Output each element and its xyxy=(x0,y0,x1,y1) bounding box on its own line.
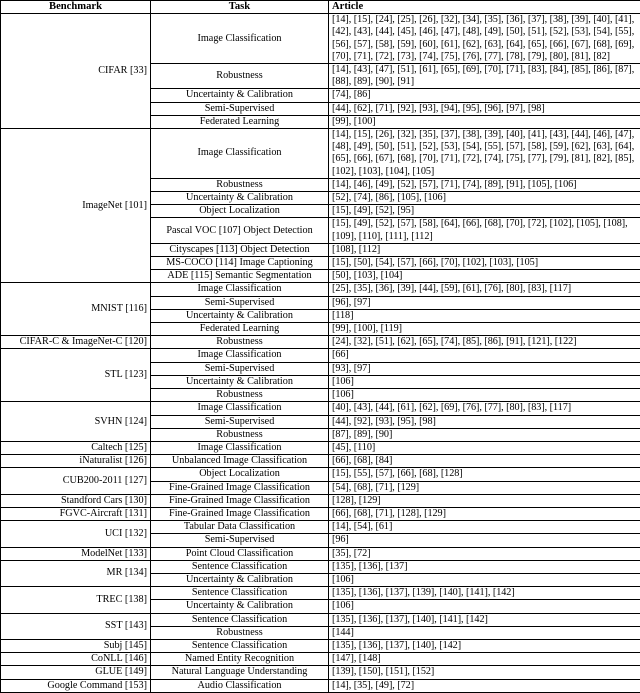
header-benchmark: Benchmark xyxy=(1,1,151,14)
benchmark-cell: MR [134] xyxy=(1,560,151,586)
benchmark-cell: ModelNet [133] xyxy=(1,547,151,560)
article-cell: [14], [15], [26], [32], [35], [37], [38], [39], [40], [41], [43], [44], [46], [47], [48], [49], [50], [51], [52], [53], [54], [55], [57], [58], [59], [62], [63], [64], [65], [66], [67], [68], [70], [71], [72], [74], [75], [77], [79], [81], [82], [85], [102], [103], [104], [105] xyxy=(329,129,640,179)
article-cell: [135], [136], [137], [139], [140], [141], [142] xyxy=(329,587,640,600)
article-cell: [24], [32], [51], [62], [65], [74], [85], [86], [91], [121], [122] xyxy=(329,336,640,349)
task-cell: Object Localization xyxy=(151,205,329,218)
article-cell: [139], [150], [151], [152] xyxy=(329,666,640,679)
benchmark-cell: STL [123] xyxy=(1,349,151,402)
article-cell: [45], [110] xyxy=(329,441,640,454)
table-row xyxy=(1,639,640,652)
task-cell: Image Classification xyxy=(151,441,329,454)
task-cell: Named Entity Recognition xyxy=(151,653,329,666)
article-cell: [135], [136], [137] xyxy=(329,560,640,573)
task-cell: Semi-Supervised xyxy=(151,534,329,547)
article-cell: [106] xyxy=(329,389,640,402)
task-cell: Image Classification xyxy=(151,14,329,64)
task-cell: Robustness xyxy=(151,178,329,191)
task-cell: Robustness xyxy=(151,336,329,349)
article-cell: [54], [68], [71], [129] xyxy=(329,481,640,494)
benchmark-cell: ImageNet [101] xyxy=(1,129,151,283)
table-row xyxy=(1,613,640,626)
table-row xyxy=(1,455,640,468)
task-cell: Object Localization xyxy=(151,468,329,481)
table-row xyxy=(1,129,640,179)
article-cell: [25], [35], [36], [39], [44], [59], [61], [76], [80], [83], [117] xyxy=(329,283,640,296)
table-row xyxy=(1,679,640,692)
task-cell: Sentence Classification xyxy=(151,587,329,600)
benchmark-cell: SST [143] xyxy=(1,613,151,639)
article-cell: [14], [46], [49], [52], [57], [71], [74], [89], [91], [105], [106] xyxy=(329,178,640,191)
benchmark-cell: MNIST [116] xyxy=(1,283,151,336)
task-cell: Semi-Supervised xyxy=(151,415,329,428)
article-cell: [15], [49], [52], [95] xyxy=(329,205,640,218)
article-cell: [87], [89], [90] xyxy=(329,428,640,441)
task-cell: Fine-Grained Image Classification xyxy=(151,494,329,507)
task-cell: Fine-Grained Image Classification xyxy=(151,507,329,520)
benchmark-cell: Caltech [125] xyxy=(1,441,151,454)
task-cell: Image Classification xyxy=(151,349,329,362)
table-row xyxy=(1,653,640,666)
task-cell: ADE [115] Semantic Segmentation xyxy=(151,270,329,283)
article-cell: [14], [43], [47], [51], [61], [65], [69], [70], [71], [83], [84], [85], [86], [87], [88], [89], [90], [91] xyxy=(329,64,640,89)
task-cell: Uncertainty & Calibration xyxy=(151,192,329,205)
benchmark-cell: GLUE [149] xyxy=(1,666,151,679)
task-cell: Robustness xyxy=(151,626,329,639)
article-cell: [66], [68], [71], [128], [129] xyxy=(329,507,640,520)
header-task: Task xyxy=(151,1,329,14)
article-cell: [14], [35], [49], [72] xyxy=(329,679,640,692)
article-cell: [40], [43], [44], [61], [62], [69], [76], [77], [80], [83], [117] xyxy=(329,402,640,415)
article-cell: [50], [103], [104] xyxy=(329,270,640,283)
article-cell: [44], [62], [71], [92], [93], [94], [95], [96], [97], [98] xyxy=(329,102,640,115)
task-cell: Robustness xyxy=(151,64,329,89)
article-cell: [106] xyxy=(329,600,640,613)
table-row xyxy=(1,560,640,573)
task-cell: Federated Learning xyxy=(151,323,329,336)
benchmark-cell: iNaturalist [126] xyxy=(1,455,151,468)
benchmark-cell: TREC [138] xyxy=(1,587,151,613)
article-cell: [99], [100], [119] xyxy=(329,323,640,336)
task-cell: Image Classification xyxy=(151,402,329,415)
task-cell: Image Classification xyxy=(151,283,329,296)
article-cell: [144] xyxy=(329,626,640,639)
article-cell: [96], [97] xyxy=(329,296,640,309)
table-row xyxy=(1,14,640,64)
benchmark-cell: Standford Cars [130] xyxy=(1,494,151,507)
benchmark-cell: Google Command [153] xyxy=(1,679,151,692)
article-cell: [106] xyxy=(329,375,640,388)
task-cell: Robustness xyxy=(151,428,329,441)
article-cell: [66], [68], [84] xyxy=(329,455,640,468)
article-cell: [14], [54], [61] xyxy=(329,521,640,534)
task-cell: Audio Classification xyxy=(151,679,329,692)
article-cell: [14], [15], [24], [25], [26], [32], [34], [35], [36], [37], [38], [39], [40], [41], [42], [43], [44], [45], [46], [47], [48], [49], [50], [51], [52], [53], [54], [55], [56], [57], [58], [59], [60], [61], [62], [63], [64], [65], [66], [67], [68], [69], [70], [71], [72], [73], [74], [75], [76], [77], [78], [79], [80], [81], [82] xyxy=(329,14,640,64)
article-cell: [74], [86] xyxy=(329,89,640,102)
header-row xyxy=(1,1,640,14)
task-cell: Point Cloud Classification xyxy=(151,547,329,560)
task-cell: Sentence Classification xyxy=(151,560,329,573)
article-cell: [128], [129] xyxy=(329,494,640,507)
task-cell: Unbalanced Image Classification xyxy=(151,455,329,468)
task-cell: Fine-Grained Image Classification xyxy=(151,481,329,494)
article-cell: [135], [136], [137], [140], [142] xyxy=(329,639,640,652)
article-cell: [93], [97] xyxy=(329,362,640,375)
task-cell: Natural Language Understanding xyxy=(151,666,329,679)
article-cell: [108], [112] xyxy=(329,243,640,256)
task-cell: Semi-Supervised xyxy=(151,102,329,115)
task-cell: Semi-Supervised xyxy=(151,296,329,309)
table-row xyxy=(1,441,640,454)
benchmark-cell: CIFAR [33] xyxy=(1,14,151,129)
table-body xyxy=(1,14,640,693)
table-row xyxy=(1,349,640,362)
benchmark-cell: UCI [132] xyxy=(1,521,151,547)
task-cell: Robustness xyxy=(151,389,329,402)
table-row xyxy=(1,666,640,679)
article-cell: [147], [148] xyxy=(329,653,640,666)
task-cell: Uncertainty & Calibration xyxy=(151,309,329,322)
benchmark-cell: CIFAR-C & ImageNet-C [120] xyxy=(1,336,151,349)
task-cell: Cityscapes [113] Object Detection xyxy=(151,243,329,256)
task-cell: MS-COCO [114] Image Captioning xyxy=(151,257,329,270)
benchmark-cell: SVHN [124] xyxy=(1,402,151,442)
article-cell: [106] xyxy=(329,573,640,586)
table-row xyxy=(1,507,640,520)
header-article: Article xyxy=(329,1,640,14)
task-cell: Uncertainty & Calibration xyxy=(151,573,329,586)
article-cell: [52], [74], [86], [105], [106] xyxy=(329,192,640,205)
table-row xyxy=(1,283,640,296)
table-row xyxy=(1,468,640,481)
benchmark-cell: FGVC-Aircraft [131] xyxy=(1,507,151,520)
article-cell: [15], [49], [52], [57], [58], [64], [66], [68], [70], [72], [102], [105], [108], [109], [110], [111], [112] xyxy=(329,218,640,243)
task-cell: Uncertainty & Calibration xyxy=(151,89,329,102)
article-cell: [15], [55], [57], [66], [68], [128] xyxy=(329,468,640,481)
table-row xyxy=(1,336,640,349)
article-cell: [66] xyxy=(329,349,640,362)
article-cell: [118] xyxy=(329,309,640,322)
task-cell: Federated Learning xyxy=(151,115,329,128)
task-cell: Tabular Data Classification xyxy=(151,521,329,534)
article-cell: [99], [100] xyxy=(329,115,640,128)
article-cell: [35], [72] xyxy=(329,547,640,560)
task-cell: Uncertainty & Calibration xyxy=(151,375,329,388)
article-cell: [44], [92], [93], [95], [98] xyxy=(329,415,640,428)
table-row xyxy=(1,521,640,534)
table-row xyxy=(1,587,640,600)
task-cell: Sentence Classification xyxy=(151,613,329,626)
benchmark-cell: CoNLL [146] xyxy=(1,653,151,666)
table-row xyxy=(1,402,640,415)
task-cell: Uncertainty & Calibration xyxy=(151,600,329,613)
task-cell: Image Classification xyxy=(151,129,329,179)
article-cell: [96] xyxy=(329,534,640,547)
task-cell: Sentence Classification xyxy=(151,639,329,652)
task-cell: Semi-Supervised xyxy=(151,362,329,375)
benchmark-cell: CUB200-2011 [127] xyxy=(1,468,151,494)
table-row xyxy=(1,494,640,507)
benchmark-cell: Subj [145] xyxy=(1,639,151,652)
article-cell: [15], [50], [54], [57], [66], [70], [102], [103], [105] xyxy=(329,257,640,270)
article-cell: [135], [136], [137], [140], [141], [142] xyxy=(329,613,640,626)
task-cell: Pascal VOC [107] Object Detection xyxy=(151,218,329,243)
table-row xyxy=(1,547,640,560)
